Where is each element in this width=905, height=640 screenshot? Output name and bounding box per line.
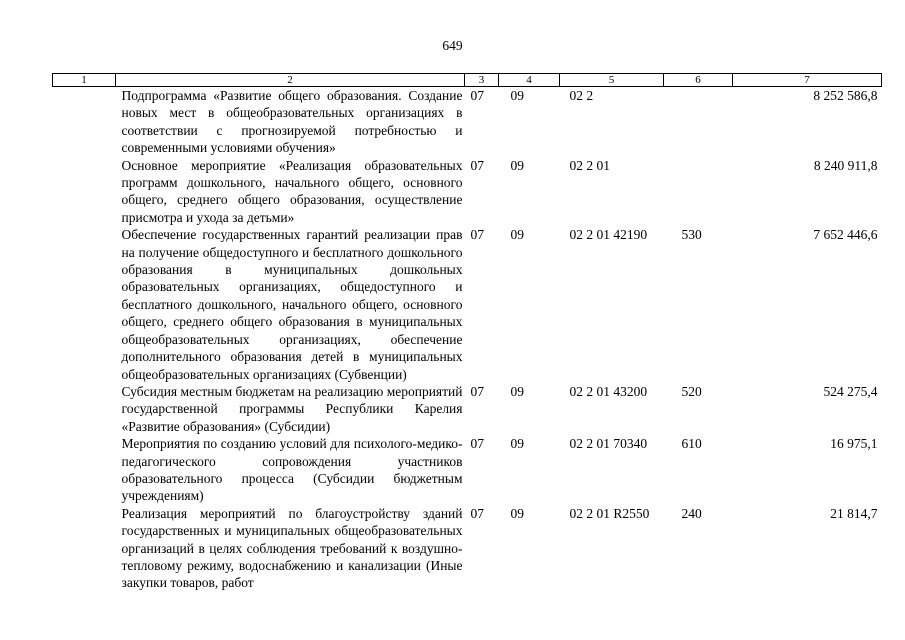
table-row <box>53 505 882 592</box>
row-target-article: 02 2 01 43200 <box>569 383 648 399</box>
table-row <box>53 383 882 435</box>
row-expense-type: 520 <box>681 383 702 399</box>
column-number-4: 4 <box>499 74 560 87</box>
row-empty-cell <box>53 383 116 435</box>
row-empty-cell <box>53 226 116 383</box>
row-target-article: 02 2 01 <box>569 157 610 173</box>
row-name: Субсидия местным бюджетам на реализацию мероприятий государственной программы Республики Карелия «Развитие образования» (Субсидии) <box>121 383 463 434</box>
row-expense-type <box>664 87 733 157</box>
budget-table <box>52 73 882 592</box>
row-amount: 16 975,1 <box>830 436 878 452</box>
row-subsection: 09 <box>510 227 524 243</box>
row-section: 07 <box>470 227 484 243</box>
row-amount: 8 252 586,8 <box>813 88 878 103</box>
row-amount: 21 814,7 <box>830 505 878 521</box>
column-number-6: 6 <box>664 74 733 87</box>
row-name: Основное мероприятие «Реализация образовательных программ дошкольного, начального общего, основного общего, среднего общего образования, осуществление присмотра и ухода за детьми» <box>121 157 463 225</box>
row-section: 07 <box>470 436 484 452</box>
row-section: 07 <box>470 157 484 173</box>
column-number-1: 1 <box>53 74 116 87</box>
row-target-article: 02 2 01 70340 <box>569 436 648 452</box>
row-amount: 7 652 446,6 <box>813 227 878 243</box>
row-empty-cell <box>53 505 116 592</box>
row-name: Реализация мероприятий по благоустройству зданий государственных и муниципальных общеобразовательных организаций в целях соблюдения требований к воздушно-тепловому режиму, водоснабжению и канализации (Иные закупки товаров, работ <box>121 505 463 591</box>
row-expense-type <box>664 157 733 227</box>
row-section: 07 <box>470 383 484 399</box>
row-target-article: 02 2 01 42190 <box>569 227 648 243</box>
page-number: 649 <box>442 38 463 53</box>
column-number-5: 5 <box>560 74 664 87</box>
row-name: Мероприятия по созданию условий для психолого-медико-педагогического сопровождения участников образовательного процесса (Субсидии бюджетным учреждениям) <box>121 436 463 504</box>
column-number-3: 3 <box>465 74 499 87</box>
row-empty-cell <box>53 435 116 505</box>
row-expense-type: 530 <box>681 227 702 243</box>
row-expense-type: 610 <box>681 436 702 452</box>
row-name: Подпрограмма «Развитие общего образования. Создание новых мест в общеобразовательных организациях в соответствии с прогнозируемой потребностью и современными условиями обучения» <box>121 88 463 156</box>
row-name: Обеспечение государственных гарантий реализации прав на получение общедоступного и бесплатного дошкольного образования в муниципальных дошкольных образовательных организациях, общедоступного и бесплатного дошкольного, начального общего, основного общего, среднего общего образования в муниципальных общеобразовательных организациях, обеспечение дополнительного образования детей в муниципальных общеобразовательных организациях (Субвенции) <box>121 227 463 382</box>
table-row <box>53 87 882 157</box>
row-subsection: 09 <box>510 88 524 103</box>
row-subsection: 09 <box>510 436 524 452</box>
column-number-7: 7 <box>733 74 882 87</box>
row-subsection: 09 <box>510 383 524 399</box>
row-target-article: 02 2 01 R2550 <box>569 505 650 521</box>
row-expense-type: 240 <box>681 505 702 521</box>
row-empty-cell <box>53 87 116 157</box>
column-number-2: 2 <box>116 74 465 87</box>
table-row <box>53 435 882 505</box>
row-section: 07 <box>470 505 484 521</box>
row-subsection: 09 <box>510 157 524 173</box>
row-empty-cell <box>53 157 116 227</box>
row-subsection: 09 <box>510 505 524 521</box>
row-target-article: 02 2 <box>569 88 594 103</box>
column-number-row <box>53 74 882 87</box>
row-amount: 8 240 911,8 <box>813 157 878 173</box>
table-row <box>53 157 882 227</box>
row-section: 07 <box>470 88 484 103</box>
table-row <box>53 226 882 383</box>
row-amount: 524 275,4 <box>823 383 878 399</box>
